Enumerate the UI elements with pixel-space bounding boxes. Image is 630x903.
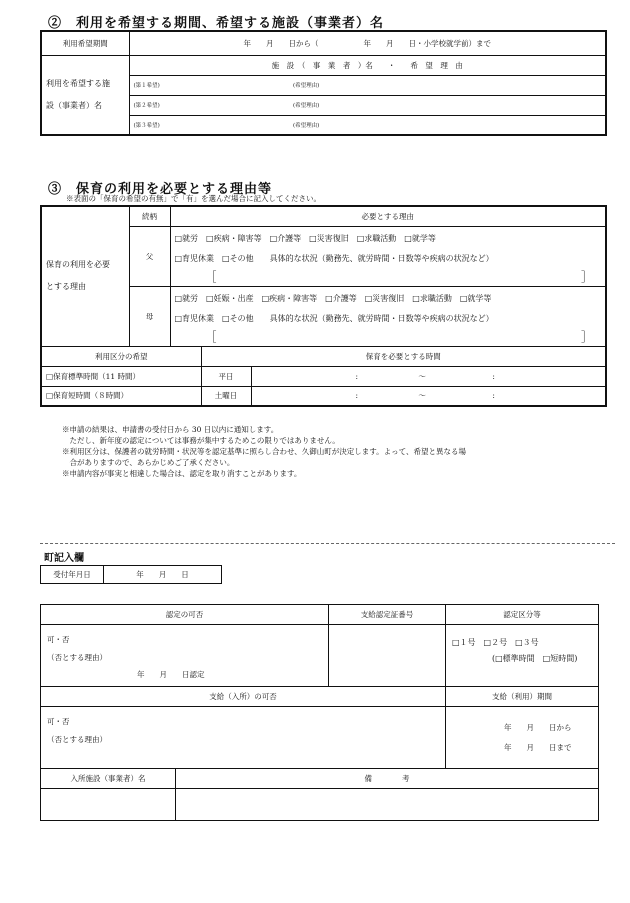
choice-2-field[interactable]: (第２希望) xyxy=(129,95,289,115)
approval-field[interactable] xyxy=(41,625,329,687)
reason-label xyxy=(41,206,129,346)
childcare-reason-table xyxy=(40,205,607,407)
saturday-time-field[interactable] xyxy=(251,386,606,406)
remarks-header: 備 考 xyxy=(176,769,599,789)
reason-label-line1: 保育の利用を必要 xyxy=(46,260,110,270)
notes-block xyxy=(62,424,466,479)
bracket-close: ］ xyxy=(580,330,593,344)
relation-header: 続柄 xyxy=(129,206,170,226)
mother-reasons xyxy=(170,286,606,346)
father-reasons xyxy=(170,226,606,286)
reason-3-field[interactable]: (希望理由) xyxy=(289,115,606,135)
category-options: □１号 □２号 □３号 xyxy=(452,638,539,647)
cert-no-header: 支給認定証番号 xyxy=(329,605,446,625)
weekday-colon-2: : xyxy=(492,371,495,381)
choice-1-field[interactable]: (第１希望) xyxy=(129,75,289,95)
office-table xyxy=(40,604,599,821)
reason-1-field[interactable]: (希望理由) xyxy=(289,75,606,95)
cert-no-field[interactable] xyxy=(329,625,446,687)
mother-checkbox-row-1[interactable]: □就労 □妊娠・出産 □疾病・障害等 □介護等 □災害復旧 □求職活動 □就学等 xyxy=(174,293,492,303)
reason-2-field[interactable]: (希望理由) xyxy=(289,95,606,115)
note-line: ※申請内容が事実と相違した場合は、認定を取り消すことがあります。 xyxy=(62,469,302,478)
saturday-colon-2: : xyxy=(492,391,495,401)
saturday-colon-1: : xyxy=(355,391,359,401)
category-result-header: 認定区分等 xyxy=(446,605,599,625)
cut-line xyxy=(40,543,615,544)
payment-period-header: 支給（利用）期間 xyxy=(446,687,599,707)
reason-header: 必要とする理由 xyxy=(170,206,606,226)
weekday-label: 平日 xyxy=(201,366,251,386)
period-to: 年 月 日まで xyxy=(504,742,572,752)
facility-label-line2: 設（事業者）名 xyxy=(46,100,102,110)
approval-header: 認定の可否 xyxy=(41,605,329,625)
weekday-tilde: 〜 xyxy=(418,371,426,381)
approval-ok-ng: 可・否 xyxy=(47,635,70,644)
period-from: 年 月 日から xyxy=(504,722,572,732)
facility-header: 施 設 （ 事 業 者 ）名 ・ 希 望 理 由 xyxy=(129,55,606,75)
father-checkbox-row-2[interactable]: □育児休業 □その他 具体的な状況（勤務先、就労時間・日数等や疾病の状況など） xyxy=(174,253,494,263)
received-date-field[interactable]: 年 月 日 xyxy=(104,566,222,584)
choice-3-field[interactable]: (第３希望) xyxy=(129,115,289,135)
note-line: ※利用区分は、保護者の就労時間・状況等を認定基準に照らし合わせ、久御山町が決定します。よって、希望と異なる場 xyxy=(62,447,467,456)
facility-name-header: 入所施設（事業者）名 xyxy=(41,769,176,789)
bracket-open: ［ xyxy=(204,330,217,344)
category-time-options: (□標準時間 □短時間) xyxy=(492,654,578,663)
short-time-checkbox[interactable]: □保育短時間（８時間） xyxy=(41,386,201,406)
reason-label-line2: とする理由 xyxy=(46,282,86,292)
saturday-label: 土曜日 xyxy=(201,386,251,406)
facility-label-line1: 利用を希望する施 xyxy=(46,78,110,88)
bracket-open: ［ xyxy=(204,270,217,284)
standard-time-checkbox[interactable]: □保育標準時間（11 時間） xyxy=(41,366,201,386)
period-field[interactable]: 年 月 日から（ 年 月 日・小学校就学前）まで xyxy=(129,31,606,55)
note-line: ただし、新年度の認定については事務が集中するためこの限りではありません。 xyxy=(62,436,340,445)
period-label: 利用希望期間 xyxy=(41,31,129,55)
father-label: 父 xyxy=(129,226,170,286)
weekday-time-field[interactable] xyxy=(251,366,606,386)
section2-title: ② 利用を希望する期間、希望する施設（事業者）名 xyxy=(48,16,385,31)
approval-date: 年 月 日認定 xyxy=(137,670,205,679)
father-detail-field[interactable] xyxy=(175,268,602,284)
note-line: 合がありますので、あらかじめご了承ください。 xyxy=(62,458,235,467)
father-checkbox-row-1[interactable]: □就労 □疾病・障害等 □介護等 □災害復旧 □求職活動 □就学等 xyxy=(174,233,436,243)
category-header: 利用区分の希望 xyxy=(41,346,201,366)
received-date-table xyxy=(40,565,222,584)
payment-field[interactable] xyxy=(41,707,446,769)
time-header: 保育を必要とする時間 xyxy=(201,346,606,366)
remarks-field[interactable] xyxy=(176,789,599,821)
approval-reason: （否とする理由） xyxy=(47,653,107,662)
payment-reason: （否とする理由） xyxy=(47,735,107,744)
saturday-tilde: 〜 xyxy=(418,391,426,401)
received-label: 受付年月日 xyxy=(41,566,104,584)
payment-ok-ng: 可・否 xyxy=(47,717,70,726)
category-result-field[interactable] xyxy=(446,625,599,687)
facility-wish-table xyxy=(40,30,607,136)
mother-detail-field[interactable] xyxy=(175,328,602,344)
section3-subnote: ※表面の「保育の希望の有無」で「有」を選んだ場合に記入してください。 xyxy=(66,194,321,203)
mother-checkbox-row-2[interactable]: □育児休業 □その他 具体的な状況（勤務先、就労時間・日数等や疾病の状況など） xyxy=(174,313,494,323)
weekday-colon-1: : xyxy=(355,371,359,381)
office-title: 町記入欄 xyxy=(44,553,84,564)
note-line: ※申請の結果は、申請書の受付日から 30 日以内に通知します。 xyxy=(62,425,279,434)
section3-title: ③ 保育の利用を必要とする理由等 xyxy=(48,182,273,197)
bracket-close: ］ xyxy=(580,270,593,284)
payment-period-field[interactable] xyxy=(446,707,599,769)
mother-label: 母 xyxy=(129,286,170,346)
payment-header: 支給（入所）の可否 xyxy=(41,687,446,707)
facility-label xyxy=(41,55,129,135)
facility-name-field[interactable] xyxy=(41,789,176,821)
